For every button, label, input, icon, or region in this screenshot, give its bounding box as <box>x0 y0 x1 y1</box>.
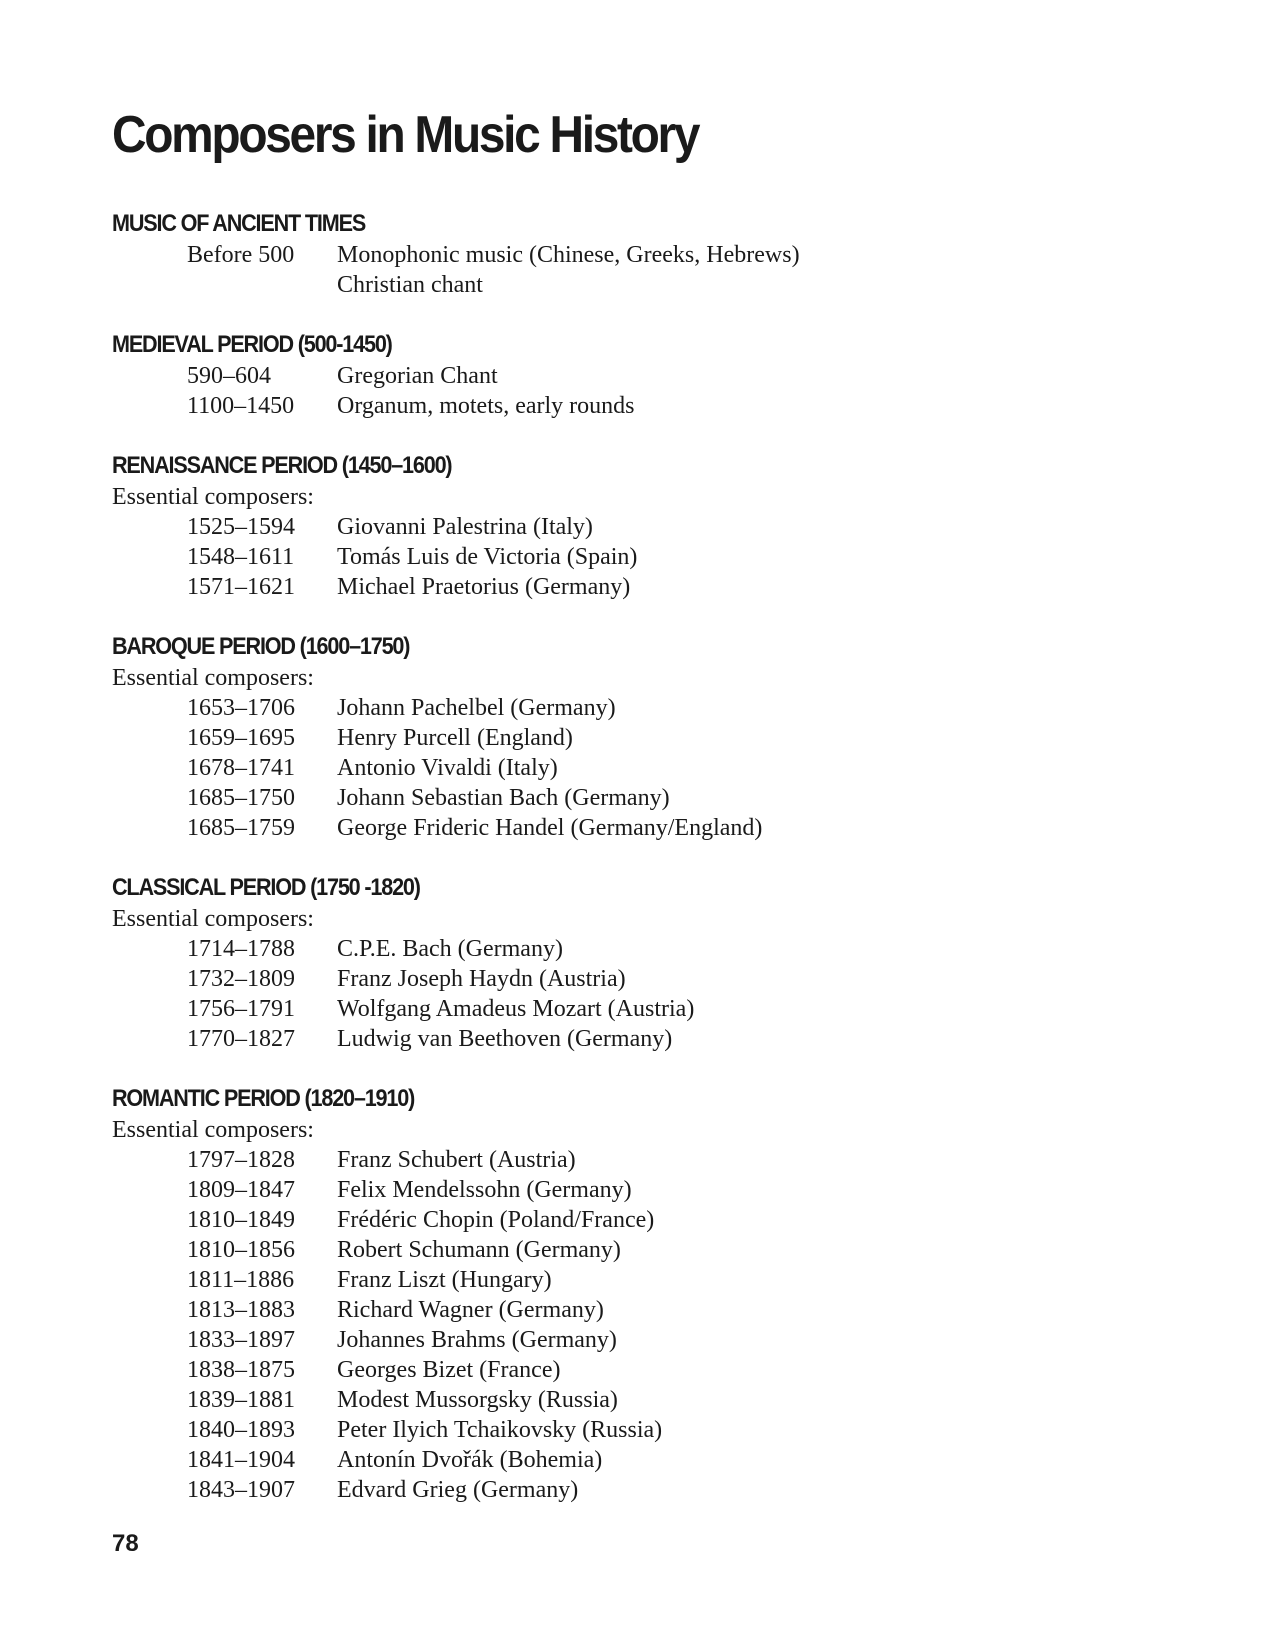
row-years: 1653–1706 <box>187 695 295 721</box>
composer-row <box>112 994 1172 1024</box>
row-description: Antonio Vivaldi (Italy) <box>337 755 558 781</box>
section-heading: MEDIEVAL PERIOD (500-1450) <box>112 331 392 358</box>
row-years: 1714–1788 <box>187 936 295 962</box>
row-description: Franz Joseph Haydn (Austria) <box>337 966 626 992</box>
composer-row <box>112 542 1172 572</box>
row-description: Tomás Luis de Victoria (Spain) <box>337 544 638 570</box>
row-description: Christian chant <box>337 272 483 298</box>
section-heading: BAROQUE PERIOD (1600–1750) <box>112 633 410 660</box>
row-description: Wolfgang Amadeus Mozart (Austria) <box>337 996 695 1022</box>
row-years: 1840–1893 <box>187 1417 295 1443</box>
row-years: 1809–1847 <box>187 1177 295 1203</box>
row-years: 1756–1791 <box>187 996 295 1022</box>
composer-row <box>112 270 1172 300</box>
section-intro: Essential composers: <box>112 484 314 510</box>
row-description: George Frideric Handel (Germany/England) <box>337 815 763 841</box>
composer-row <box>112 572 1172 602</box>
row-years: 1732–1809 <box>187 966 295 992</box>
composer-row <box>112 1205 1172 1235</box>
row-description: Franz Liszt (Hungary) <box>337 1267 552 1293</box>
row-description: Michael Praetorius (Germany) <box>337 574 631 600</box>
row-description: Robert Schumann (Germany) <box>337 1237 621 1263</box>
composer-row <box>112 1325 1172 1355</box>
row-years <box>112 270 337 300</box>
row-years: 1770–1827 <box>187 1026 295 1052</box>
composer-row <box>112 1265 1172 1295</box>
period-section <box>112 872 1172 1054</box>
page-title: Composers in Music History <box>112 106 699 164</box>
composer-row <box>112 512 1172 542</box>
composer-row <box>112 964 1172 994</box>
row-description: Ludwig van Beethoven (Germany) <box>337 1026 673 1052</box>
period-section <box>112 208 1172 300</box>
period-section <box>112 631 1172 843</box>
row-years: 590–604 <box>187 363 271 389</box>
composer-row <box>112 1295 1172 1325</box>
composer-row <box>112 361 1172 391</box>
row-years: Before 500 <box>187 242 295 268</box>
composer-row <box>112 1355 1172 1385</box>
row-description: Edvard Grieg (Germany) <box>337 1477 579 1503</box>
row-description: Modest Mussorgsky (Russia) <box>337 1387 618 1413</box>
row-years: 1548–1611 <box>187 544 295 570</box>
row-years: 1841–1904 <box>187 1447 295 1473</box>
composer-row <box>112 934 1172 964</box>
row-years: 1797–1828 <box>187 1147 295 1173</box>
row-years: 1659–1695 <box>187 725 295 751</box>
row-description: Franz Schubert (Austria) <box>337 1147 576 1173</box>
row-description: Giovanni Palestrina (Italy) <box>337 514 593 540</box>
row-years: 1525–1594 <box>187 514 295 540</box>
composer-row <box>112 1385 1172 1415</box>
row-description: C.P.E. Bach (Germany) <box>337 936 563 962</box>
row-years: 1685–1750 <box>187 785 295 811</box>
composer-row <box>112 753 1172 783</box>
row-years: 1810–1849 <box>187 1207 295 1233</box>
composer-row <box>112 1415 1172 1445</box>
composer-row <box>112 783 1172 813</box>
row-description: Gregorian Chant <box>337 363 498 389</box>
section-heading: RENAISSANCE PERIOD (1450–1600) <box>112 452 452 479</box>
row-description: Johannes Brahms (Germany) <box>337 1327 617 1353</box>
row-years: 1810–1856 <box>187 1237 295 1263</box>
period-section <box>112 450 1172 602</box>
row-description: Johann Pachelbel (Germany) <box>337 695 616 721</box>
composer-row <box>112 1145 1172 1175</box>
composer-row <box>112 1024 1172 1054</box>
composer-row <box>112 391 1172 421</box>
row-description: Richard Wagner (Germany) <box>337 1297 604 1323</box>
row-years: 1813–1883 <box>187 1297 295 1323</box>
row-years: 1571–1621 <box>187 574 295 600</box>
page-number: 78 <box>112 1530 139 1557</box>
row-years: 1838–1875 <box>187 1357 295 1383</box>
section-heading: MUSIC OF ANCIENT TIMES <box>112 210 366 237</box>
row-years: 1100–1450 <box>187 393 295 419</box>
composer-row <box>112 1445 1172 1475</box>
composer-row <box>112 1175 1172 1205</box>
section-heading: CLASSICAL PERIOD (1750 -1820) <box>112 874 420 901</box>
row-description: Monophonic music (Chinese, Greeks, Hebrews) <box>337 242 800 268</box>
period-section <box>112 329 1172 421</box>
section-intro: Essential composers: <box>112 906 314 932</box>
row-description: Antonín Dvořák (Bohemia) <box>337 1447 603 1473</box>
section-intro: Essential composers: <box>112 665 314 691</box>
sections-container <box>112 208 1172 1505</box>
row-description: Organum, motets, early rounds <box>337 393 635 419</box>
composer-row <box>112 1235 1172 1265</box>
row-years: 1811–1886 <box>187 1267 295 1293</box>
composer-row <box>112 693 1172 723</box>
period-section <box>112 1083 1172 1505</box>
row-description: Henry Purcell (England) <box>337 725 573 751</box>
row-description: Georges Bizet (France) <box>337 1357 561 1383</box>
row-years: 1678–1741 <box>187 755 295 781</box>
row-description: Johann Sebastian Bach (Germany) <box>337 785 670 811</box>
row-description: Peter Ilyich Tchaikovsky (Russia) <box>337 1417 663 1443</box>
row-description: Frédéric Chopin (Poland/France) <box>337 1207 655 1233</box>
row-years: 1843–1907 <box>187 1477 295 1503</box>
row-description: Felix Mendelssohn (Germany) <box>337 1177 632 1203</box>
composer-row <box>112 813 1172 843</box>
row-years: 1833–1897 <box>187 1327 295 1353</box>
composer-row <box>112 240 1172 270</box>
composer-row <box>112 723 1172 753</box>
row-years: 1839–1881 <box>187 1387 295 1413</box>
section-intro: Essential composers: <box>112 1117 314 1143</box>
section-heading: ROMANTIC PERIOD (1820–1910) <box>112 1085 415 1112</box>
page-content <box>112 100 1172 1505</box>
row-years: 1685–1759 <box>187 815 295 841</box>
composer-row <box>112 1475 1172 1505</box>
